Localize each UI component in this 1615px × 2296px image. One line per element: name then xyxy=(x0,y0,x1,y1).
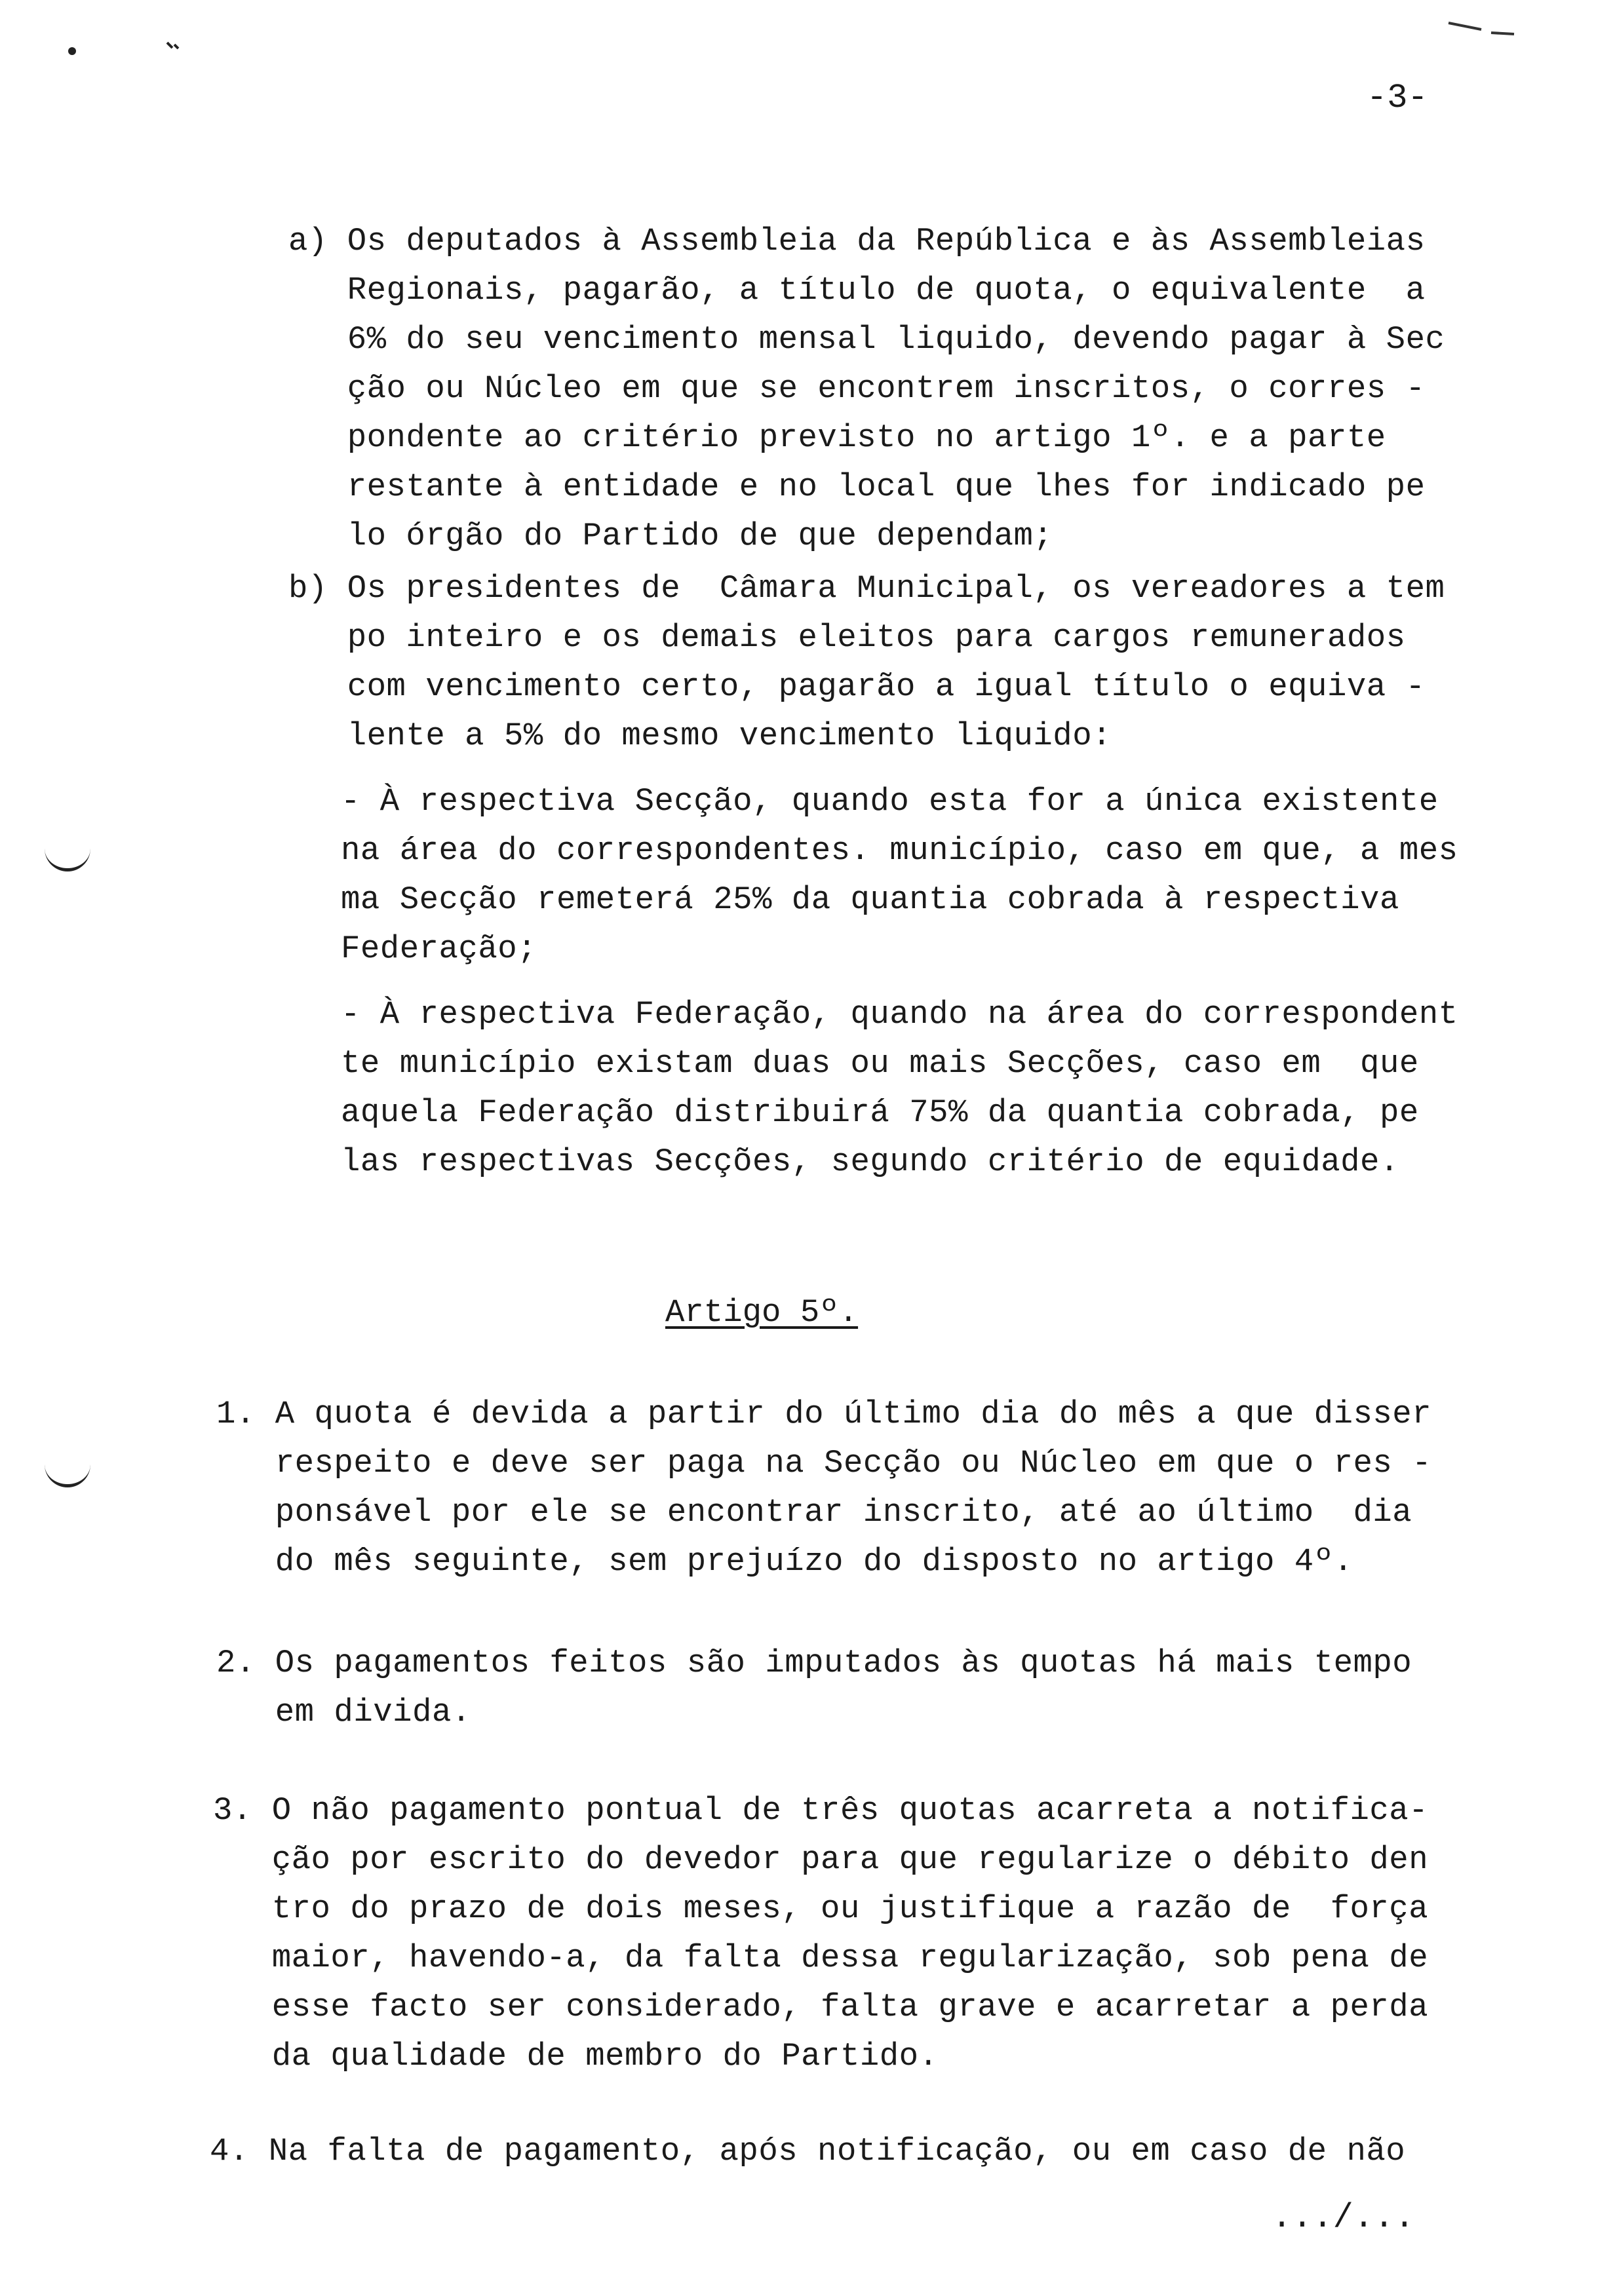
text-line: na área do correspondentes. município, caso em que, a mes xyxy=(341,832,1458,869)
margin-bracket-mark xyxy=(45,1458,90,1487)
text-line: em divida. xyxy=(216,1694,471,1731)
text-line: lente a 5% do mesmo vencimento liquido: xyxy=(288,718,1112,754)
text-line: 2. Os pagamentos feitos são imputados às quotas há mais tempo xyxy=(216,1645,1412,1681)
text-line: 1. A quota é devida a partir do último dia do mês a que disser xyxy=(216,1396,1432,1432)
text-line: maior, havendo-a, da falta dessa regularização, sob pena de xyxy=(213,1940,1429,1976)
text-line: - À respectiva Federação, quando na área do correspondent xyxy=(341,996,1458,1033)
text-line: po inteiro e os demais eleitos para cargos remunerados xyxy=(288,619,1406,656)
text-line: ma Secção remeterá 25% da quantia cobrada à respectiva xyxy=(341,881,1399,918)
article-heading: Artigo 5º. xyxy=(665,1294,859,1331)
text-line: 3. O não pagamento pontual de três quotas acarreta a notifica- xyxy=(213,1792,1429,1829)
text-line: restante à entidade e no local que lhes for indicado pe xyxy=(288,469,1426,505)
margin-bracket-mark xyxy=(45,842,90,871)
page-number: -3- xyxy=(1367,79,1428,117)
text-line: ponsável por ele se encontrar inscrito, até ao último dia xyxy=(216,1494,1412,1531)
text-line: 6% do seu vencimento mensal liquido, devendo pagar à Sec xyxy=(288,321,1445,358)
text-line: 4. Na falta de pagamento, após notificação, ou em caso de não xyxy=(210,2133,1406,2170)
text-line: - À respectiva Secção, quando esta for a única existente xyxy=(341,783,1439,820)
continuation-marker: .../... xyxy=(1272,2198,1415,2237)
text-line: Regionais, pagarão, a título de quota, o equivalente a xyxy=(288,272,1426,309)
text-line: do mês seguinte, sem prejuízo do disposto no artigo 4º. xyxy=(216,1543,1353,1580)
text-line: las respectivas Secções, segundo critério de equidade. xyxy=(341,1143,1399,1180)
text-line: Federação; xyxy=(341,930,537,967)
text-line: te município existam duas ou mais Secções, caso em que xyxy=(341,1045,1419,1082)
text-line: a) Os deputados à Assembleia da República e às Assembleias xyxy=(288,223,1426,259)
text-line: ção por escrito do devedor para que regularize o débito den xyxy=(213,1841,1429,1878)
text-line: b) Os presidentes de Câmara Municipal, os vereadores a tem xyxy=(288,570,1445,607)
text-line: esse facto ser considerado, falta grave e acarretar a perda xyxy=(213,1989,1429,2025)
text-line: aquela Federação distribuirá 75% da quantia cobrada, pe xyxy=(341,1094,1419,1131)
text-line: lo órgão do Partido de que dependam; xyxy=(288,518,1053,554)
text-line: com vencimento certo, pagarão a igual título o equiva - xyxy=(288,668,1426,705)
scan-dash-mark xyxy=(1442,13,1521,39)
scan-speck-mark xyxy=(39,20,236,72)
text-line: respeito e deve ser paga na Secção ou Núcleo em que o res - xyxy=(216,1445,1432,1482)
text-line: pondente ao critério previsto no artigo 1º. e a parte xyxy=(288,419,1386,456)
text-line: tro do prazo de dois meses, ou justifique a razão de força xyxy=(213,1890,1429,1927)
text-line: ção ou Núcleo em que se encontrem inscritos, o corres - xyxy=(288,370,1426,407)
text-line: da qualidade de membro do Partido. xyxy=(213,2038,939,2075)
